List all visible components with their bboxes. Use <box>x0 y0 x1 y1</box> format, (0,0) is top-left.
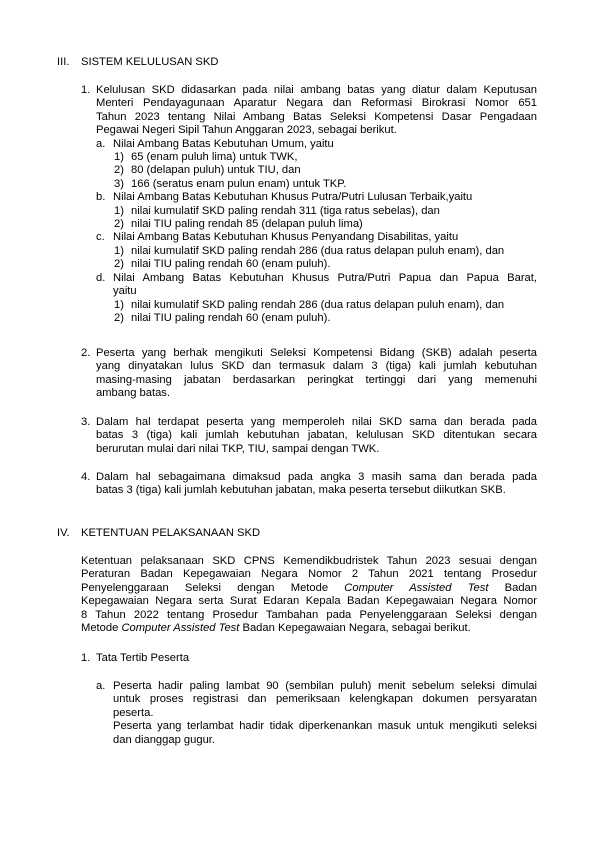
point <box>113 218 537 231</box>
point-number: 1) <box>114 298 124 311</box>
item-number: 1. <box>81 84 91 96</box>
sub-item-text: Nilai Ambang Batas Kebutuhan Umum, yaitu <box>113 137 334 150</box>
point <box>113 299 537 312</box>
paragraph-line: peserta. <box>113 706 154 719</box>
paragraph-line: batas 3 (tiga) kali jumlah kebutuhan jabatan, kelulusan SKD ditentukan secara <box>96 429 537 442</box>
sub-letter: b. <box>96 191 106 204</box>
point-number: 2) <box>114 218 124 231</box>
sub-letter: a. <box>96 137 106 150</box>
paragraph-line: Peraturan Badan Kepegawaian Negara Nomor 2 Tahun 2021 tentang Prosedur <box>81 568 537 581</box>
point-number: 1) <box>114 151 124 164</box>
section-3-heading <box>57 56 537 69</box>
item-number: 4. <box>81 471 91 483</box>
point-number: 2) <box>114 258 124 271</box>
paragraph-line: Peserta yang terlambat hadir tidak diperkenankan masuk untuk mengikuti seleksi <box>113 720 537 733</box>
paragraph-line: masing-masing jabatan berdasarkan peringkat tertinggi dari yang memenuhi <box>96 373 537 386</box>
sub-item-c <box>96 231 537 271</box>
section-4-item-1 <box>81 652 537 665</box>
text-run: Penyelenggaraan Seleksi dengan Metode <box>81 581 345 594</box>
item-number: 2. <box>81 347 91 359</box>
sub-item-b <box>96 191 537 231</box>
point-text: 65 (enam puluh lima) untuk TWK, <box>131 151 298 164</box>
paragraph-line: 8 Tahun 2022 tentang Prosedur Tambahan pada Penyelenggaraan Seleksi dengan <box>81 608 537 621</box>
section-4-item-1-sub-a <box>81 680 537 747</box>
sub-letter: c. <box>96 231 105 244</box>
sub-item-a <box>96 680 537 747</box>
point-number: 1) <box>114 204 124 217</box>
sub-item-text: Nilai Ambang Batas Kebutuhan Khusus Putra/Putri Lulusan Terbaik,yaitu <box>113 191 473 204</box>
point <box>113 178 537 191</box>
sub-item-text: Nilai Ambang Batas Kebutuhan Khusus Putra/Putri Papua dan Papua Barat, <box>113 271 537 284</box>
paragraph-line: Menteri Pendayagunaan Aparatur Negara dan Reformasi Birokrasi Nomor 651 <box>96 97 537 110</box>
section-4-intro <box>81 555 537 635</box>
point <box>113 258 537 271</box>
item-number: 1. <box>81 652 91 664</box>
section-3-item-4 <box>81 471 537 498</box>
paragraph-line <box>81 582 537 595</box>
paragraph-line: ambang batas. <box>96 387 171 400</box>
paragraph-line: Peserta hadir paling lambat 90 (sembilan puluh) menit sebelum seleksi dimulai <box>113 680 537 692</box>
point-number: 3) <box>114 177 124 190</box>
paragraph-line: Peserta yang berhak mengikuti Seleksi Kompetensi Bidang (SKB) adalah peserta <box>96 347 537 359</box>
paragraph-line: untuk proses registrasi dan pemeriksaan kelengkapan dokumen persyaratan <box>113 693 537 706</box>
sub-item-text: yaitu <box>113 285 137 298</box>
point <box>113 151 537 164</box>
point-text: nilai kumulatif SKD paling rendah 311 (tiga ratus sebelas), dan <box>131 204 440 217</box>
paragraph-line: Pegawai Negeri Sipil Tahun Anggaran 2023, sebagai berikut. <box>96 124 397 137</box>
text-run: Badan <box>488 581 538 594</box>
section-4-title: KETENTUAN PELAKSANAAN SKD <box>81 527 261 539</box>
point <box>113 312 537 325</box>
paragraph-line: Dalam hal terdapat peserta yang memperoleh nilai SKD sama dan berada pada <box>96 416 537 428</box>
section-4-number: IV. <box>57 527 70 539</box>
section-3-item-3 <box>81 416 537 456</box>
point-text: nilai kumulatif SKD paling rendah 286 (dua ratus delapan puluh enam), dan <box>131 244 505 257</box>
italic-term: Computer Assisted Test <box>121 622 240 635</box>
point <box>113 245 537 258</box>
sub-item-d <box>96 272 537 326</box>
point-text: 166 (seratus enam pulun enam) untuk TKP. <box>131 177 347 190</box>
section-3-item-1 <box>81 84 537 325</box>
paragraph-line: Dalam hal sebagaimana dimaksud pada angka 3 masih sama dan berada pada <box>96 471 537 483</box>
paragraph-line: yang dinyatakan lulus SKD dan termasuk dalam 3 (tiga) kali jumlah kebutuhan <box>96 360 537 373</box>
paragraph-line <box>81 622 537 635</box>
point-number: 2) <box>114 164 124 177</box>
point <box>113 205 537 218</box>
item-title: Tata Tertib Peserta <box>96 652 190 664</box>
section-3-number: III. <box>57 56 70 68</box>
point <box>113 164 537 177</box>
point-text: nilai kumulatif SKD paling rendah 286 (dua ratus delapan puluh enam), dan <box>131 298 505 311</box>
paragraph-line: Tahun 2023 tentang Nilai Ambang Batas Seleksi Kompetensi Dasar Pengadaan <box>96 110 537 123</box>
paragraph-line: berurutan mulai dari nilai TKP, TIU, sampai dengan TWK. <box>96 442 380 455</box>
sub-letter: d. <box>96 271 106 284</box>
text-run: Metode <box>81 622 122 635</box>
point-text: nilai TIU paling rendah 60 (enam puluh). <box>131 258 331 271</box>
paragraph-line: Kepegawaian Negara serta Surat Edaran Kepala Badan Kepegawaian Negara Nomor <box>81 595 537 608</box>
section-4-heading <box>57 527 537 540</box>
point-number: 2) <box>114 311 124 324</box>
sub-item-text: Nilai Ambang Batas Kebutuhan Khusus Penyandang Disabilitas, yaitu <box>113 231 459 244</box>
paragraph-line: batas 3 (tiga) kali jumlah kebutuhan jabatan, maka peserta tersebut diikutkan SKB. <box>96 484 506 497</box>
italic-term: Computer Assisted Test <box>344 581 489 594</box>
text-run: Badan Kepegawaian Negara, sebagai berikut. <box>239 622 471 635</box>
point-number: 1) <box>114 244 124 257</box>
section-3-title: SISTEM KELULUSAN SKD <box>81 56 219 68</box>
paragraph-line: Kelulusan SKD didasarkan pada nilai ambang batas yang diatur dalam Keputusan <box>96 84 537 96</box>
point-text: nilai TIU paling rendah 60 (enam puluh). <box>131 311 331 324</box>
paragraph-line: Ketentuan pelaksanaan SKD CPNS Kemendikbudristek Tahun 2023 sesuai dengan <box>81 555 537 567</box>
item-number: 3. <box>81 416 91 428</box>
paragraph-line: dan dianggap gugur. <box>113 733 216 746</box>
point-text: 80 (delapan puluh) untuk TIU, dan <box>131 164 301 177</box>
point-text: nilai TIU paling rendah 85 (delapan puluh lima) <box>131 218 363 231</box>
sub-letter: a. <box>96 680 106 692</box>
section-3-item-2 <box>81 347 537 401</box>
sub-item-a <box>96 138 537 192</box>
